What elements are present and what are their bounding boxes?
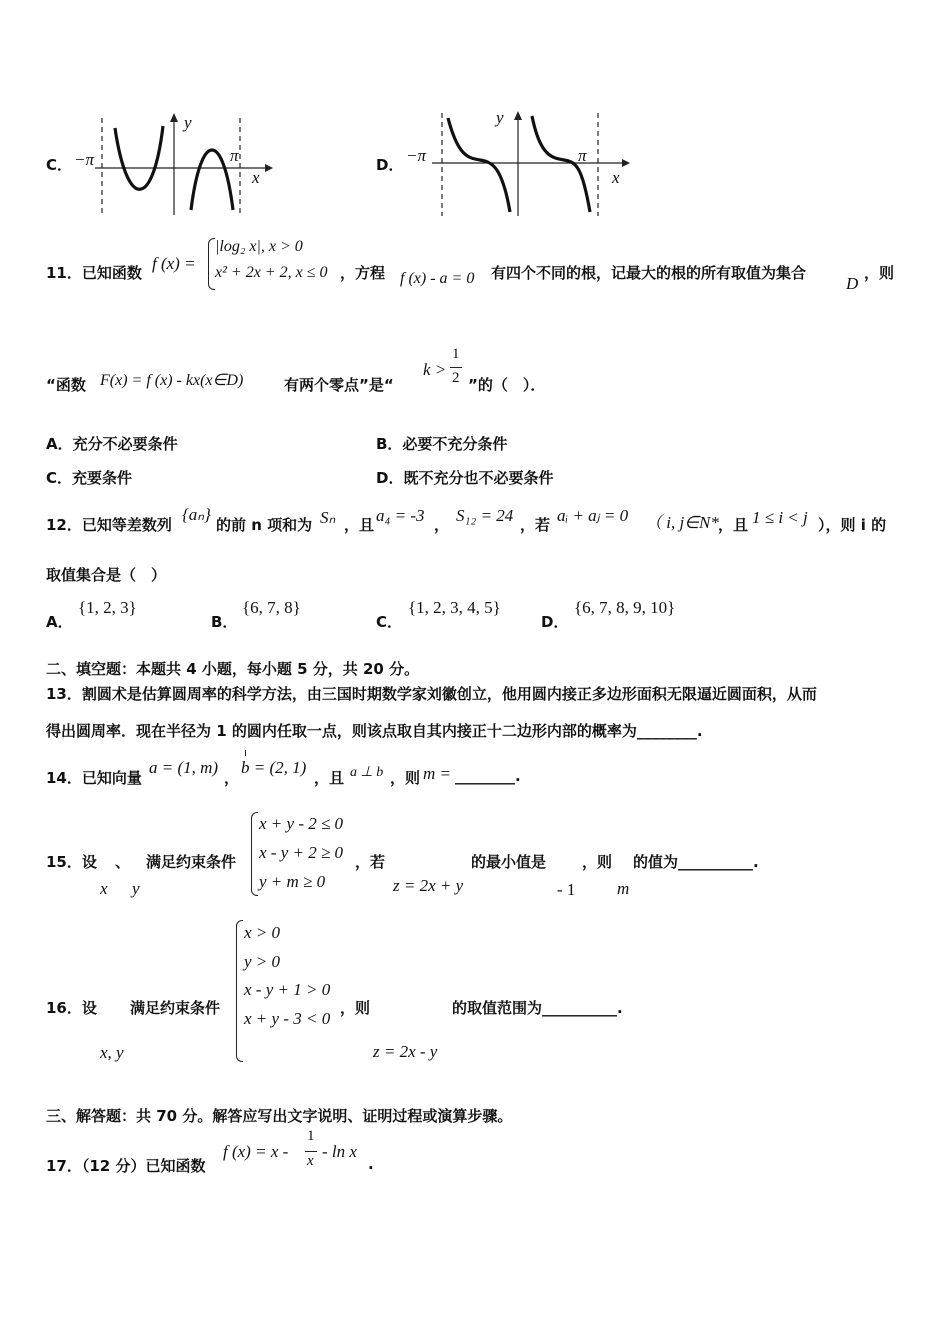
q16-z: z = 2x - y [373, 1042, 438, 1061]
q12-a4: a₄ = -3 [376, 506, 425, 525]
q12-mid1: 的前 n 项和为 [216, 516, 313, 534]
q15-y: y [132, 879, 140, 898]
graph-c-pi: π [230, 146, 239, 165]
q12-option-a-set[interactable]: {1, 2, 3} [78, 598, 137, 617]
q12-option-a-letter[interactable]: A． [46, 613, 73, 631]
q17-den: x [307, 1153, 314, 1169]
q11-middle: 有四个不同的根，记最大的根的所有取值为集合 [491, 264, 807, 282]
q11-piece2: x² + 2x + 2, x ≤ 0 [215, 264, 328, 281]
q12-comma: ， [434, 516, 450, 534]
q17-end: . [368, 1155, 374, 1173]
q12-mid2: ，且 [344, 516, 375, 534]
q14-mid: ，且 [314, 769, 345, 787]
q14-m-eq: m = [423, 764, 451, 783]
q11-frac-den: 2 [452, 370, 460, 386]
q11-comma: ，方程 [340, 264, 386, 282]
graph-d-neg-pi: −π [406, 146, 426, 165]
graph-d-y: y [496, 108, 504, 127]
q12-ineq: 1 ≤ i < j [752, 508, 808, 527]
q12-option-c-set[interactable]: {1, 2, 3, 4, 5} [408, 598, 501, 617]
q12-option-c-letter[interactable]: C． [376, 613, 403, 631]
q11-k-gt: k > [423, 360, 447, 379]
q15-minval: - 1 [557, 880, 576, 899]
q15-mid: ，若 [355, 853, 386, 871]
q11-set-d: D [846, 274, 859, 293]
q16-c4: x + y - 3 < 0 [244, 1009, 331, 1028]
q11-option-a[interactable]: A．充分不必要条件 [46, 435, 178, 453]
q14-then: ，则 [390, 769, 421, 787]
q17-tail: - ln x [322, 1142, 357, 1161]
section-2-heading: 二、填空题：本题共 4 小题，每小题 5 分，共 20 分。 [46, 660, 420, 678]
q11-end: ，则 [864, 264, 895, 282]
graph-c-y: y [184, 113, 192, 132]
q11-option-b[interactable]: B．必要不充分条件 [376, 435, 508, 453]
q17-frac-bar [305, 1151, 317, 1152]
q15-x: x [100, 879, 108, 898]
q14-a-vec: a = (1, m) [149, 758, 219, 777]
q12-prefix: 12．已知等差数列 [46, 516, 172, 534]
q14-comma: ， [224, 769, 240, 787]
q15-z: z = 2x + y [393, 876, 464, 895]
q11-f-lhs: f (x) = [152, 254, 196, 273]
q16-xy: x, y [100, 1043, 124, 1062]
option-c-label: C． [46, 156, 73, 174]
q12-option-d-set[interactable]: {6, 7, 8, 9, 10} [574, 598, 676, 617]
q12-sum: aᵢ + aⱼ = 0 [557, 506, 629, 525]
q12-sn: Sₙ [320, 508, 336, 527]
q14-b-arrow [245, 750, 247, 756]
q15-brace [251, 812, 258, 896]
q11-brace [208, 238, 215, 290]
q15-m: m [617, 879, 630, 898]
q11-frac-num: 1 [452, 346, 460, 362]
q15-c1: x + y - 2 ≤ 0 [259, 814, 344, 833]
q12-end: ），则 i 的 [818, 516, 887, 534]
q12-mid4: ，且 [718, 516, 749, 534]
q14-b-vec: b = (2, 1) [241, 758, 307, 777]
q13-line1: 13．割圆术是估算圆周率的科学方法，由三国时期数学家刘徽创立，他用圆内接正多边形面积无限逼近圆面积，从而 [46, 685, 817, 703]
q17-num: 1 [307, 1128, 315, 1144]
q17-f-lhs: f (x) = x - [223, 1142, 289, 1161]
q13-line2: 得出圆周率．现在半径为 1 的圆内任取一点，则该点取自其内接正十二边形内部的概率为________. [46, 722, 703, 740]
q11-line2-b: 有两个零点”是“ [284, 376, 394, 394]
q12-option-d-letter[interactable]: D． [541, 613, 569, 631]
q16-c3: x - y + 1 > 0 [244, 980, 331, 999]
q14-prefix: 14．已知向量 [46, 769, 142, 787]
q11-option-c[interactable]: C．充要条件 [46, 469, 133, 487]
q12-s12: S₁₂ = 24 [456, 506, 514, 525]
q12-seq: {aₙ} [182, 505, 211, 524]
q15-mid3: ，则 [582, 853, 613, 871]
q12-option-b-set[interactable]: {6, 7, 8} [242, 598, 301, 617]
q14-perp: a ⊥ b [350, 765, 384, 780]
q16-brace [236, 920, 243, 1062]
q15-prefix: 15．设 [46, 853, 97, 871]
q16-prefix: 16．设 [46, 999, 97, 1017]
section-3-heading: 三、解答题：共 70 分。解答应写出文字说明、证明过程或演算步骤。 [46, 1107, 513, 1125]
q15-cond: 满足约束条件 [146, 853, 237, 871]
neg-pi-label: −π [74, 150, 94, 169]
q15-sep: 、 [115, 853, 131, 871]
q11-option-d[interactable]: D．既不充分也不必要条件 [376, 469, 554, 487]
q11-prefix: 11．已知函数 [46, 264, 142, 282]
q11-equation: f (x) - a = 0 [400, 270, 475, 287]
graph-d-pi: π [578, 146, 587, 165]
q14-blank[interactable]: ________. [455, 767, 521, 785]
q16-c1: x > 0 [244, 923, 281, 942]
q11-F-def: F(x) = f (x) - kx(x∈D) [100, 372, 244, 389]
q11-line2-c: ”的（ ）． [468, 376, 546, 394]
q16-mid: ，则 [340, 999, 371, 1017]
q17-prefix: 17．（12 分）已知函数 [46, 1157, 206, 1175]
q15-c2: x - y + 2 ≥ 0 [259, 843, 344, 862]
q11-line2-a: “函数 [46, 376, 86, 394]
graph-c-x: x [252, 168, 260, 187]
q16-end[interactable]: 的取值范围为__________. [452, 999, 623, 1017]
graph-d [432, 108, 632, 220]
q16-cond: 满足约束条件 [130, 999, 221, 1017]
q15-mid2: 的最小值是 [471, 853, 547, 871]
q12-cond: （ i, j∈N* [645, 513, 719, 532]
q12-mid3: ，若 [520, 516, 551, 534]
q15-mid4[interactable]: 的值为__________. [633, 853, 759, 871]
q12-option-b-letter[interactable]: B． [211, 613, 238, 631]
graph-d-x: x [612, 168, 620, 187]
q11-frac-bar [450, 367, 462, 368]
option-d-label: D． [376, 156, 404, 174]
q12-line2: 取值集合是（ ） [46, 566, 167, 584]
q15-c3: y + m ≥ 0 [259, 872, 326, 891]
q16-c2: y > 0 [244, 952, 281, 971]
q11-piece1: |log₂ x|, x > 0 [215, 238, 303, 255]
